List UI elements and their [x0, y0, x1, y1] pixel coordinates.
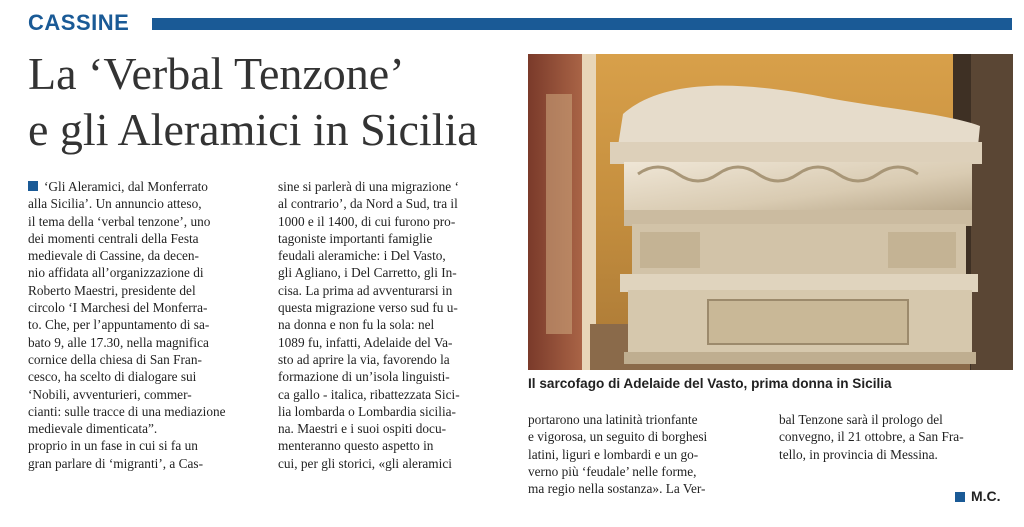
- article-line: formazione di un’isola linguisti-: [278, 369, 450, 385]
- article-line: dei momenti centrali della Festa: [28, 230, 199, 246]
- author-signature: M.C.: [955, 488, 1001, 504]
- signature-bullet-icon: [955, 492, 965, 502]
- article-line: cornice della chiesa di San Fran-: [28, 351, 202, 367]
- article-line: lia lombarda o Lombardia sicilia-: [278, 403, 456, 419]
- article-line: na donna e non fu la sola: nel: [278, 317, 435, 333]
- photo-caption: Il sarcofago di Adelaide del Vasto, prima donna in Sicilia: [528, 376, 892, 391]
- article-column-1: [28, 178, 264, 472]
- article-line: latini, liguri e lombardi e un go-: [528, 446, 699, 462]
- article-line: questa migrazione verso sud fu u-: [278, 300, 458, 316]
- article-line: 1000 e il 1400, di cui furono pro-: [278, 213, 456, 229]
- sarcophagus-illustration: [528, 54, 1013, 370]
- article-line: il tema della ‘verbal tenzone’, uno: [28, 213, 211, 229]
- article-line: convegno, il 21 ottobre, a San Fra-: [779, 429, 964, 445]
- article-line: feudali aleramiche: i Del Vasto,: [278, 248, 446, 264]
- article-line: medievale di Cassine, da decen-: [28, 248, 199, 264]
- headline-line: La ‘Verbal Tenzone’: [28, 48, 405, 99]
- article-line: proprio in un fase in cui si fa un: [28, 438, 198, 454]
- article-line: cianti: sulle tracce di una mediazione medievale dimenticata”.: [28, 403, 226, 437]
- article-line: Roberto Maestri, presidente del: [28, 282, 196, 298]
- article-line: al contrario’, da Nord a Sud, tra il: [278, 196, 458, 212]
- article-line: verno più ‘feudale’ nelle forme,: [528, 463, 697, 479]
- sarcophagus-photo: [528, 54, 1013, 370]
- article-line: e vigorosa, un seguito di borghesi: [528, 429, 708, 445]
- article-line: circolo ‘I Marchesi del Monferra-: [28, 300, 208, 316]
- article-line: portarono una latinità trionfante: [528, 412, 698, 427]
- article-line: cui, per gli storici, «gli aleramici: [278, 455, 452, 471]
- article-line: gran parlare di ‘migranti’, a Cas-: [28, 455, 204, 471]
- article-line: sto ad aprire la via, favorendo la: [278, 351, 450, 367]
- article-line: ma regio nella sostanza». La Ver-: [528, 481, 706, 497]
- article-line: ‘Nobili, avventurieri, commer-: [28, 386, 192, 402]
- article-line: nio affidata all’organizzazione di: [28, 265, 204, 281]
- section-label: CASSINE: [28, 10, 130, 35]
- article-line: tello, in provincia di Messina.: [779, 446, 938, 462]
- article-line: alla Sicilia’. Un annuncio atteso,: [28, 196, 202, 212]
- article-line: tagoniste importanti famiglie: [278, 230, 433, 246]
- article-line: cisa. La prima ad avventurarsi in: [278, 282, 453, 298]
- article-line: gli Agliano, i Del Carretto, gli In-: [278, 265, 457, 281]
- article-line: 1089 fu, infatti, Adelaide del Va-: [278, 334, 453, 350]
- article-line: menteranno questo aspetto in: [278, 438, 434, 454]
- article-line: bal Tenzone sarà il prologo del: [779, 412, 943, 427]
- article-column-4: [779, 411, 1015, 463]
- article-line: ca gallo - italica, ribattezzata Sici-: [278, 386, 460, 402]
- article-line: sine si parlerà di una migrazione ‘: [278, 179, 459, 194]
- article-column-3: [528, 411, 766, 497]
- article-line: to. Che, per l’appuntamento di sa-: [28, 317, 210, 333]
- section-rule: [152, 18, 1012, 30]
- headline-line: e gli Aleramici in Sicilia: [28, 104, 478, 155]
- article-line: cesco, ha scelto di dialogare sui: [28, 369, 197, 385]
- paragraph-bullet-icon: [28, 181, 38, 191]
- article-line: ‘Gli Aleramici, dal Monferrato: [28, 178, 264, 195]
- headline: [28, 46, 523, 158]
- article-column-2: [278, 178, 514, 472]
- article-line: bato 9, alle 17.30, nella magnifica: [28, 334, 209, 350]
- article-line: na. Maestri e i suoi ospiti docu-: [278, 421, 447, 437]
